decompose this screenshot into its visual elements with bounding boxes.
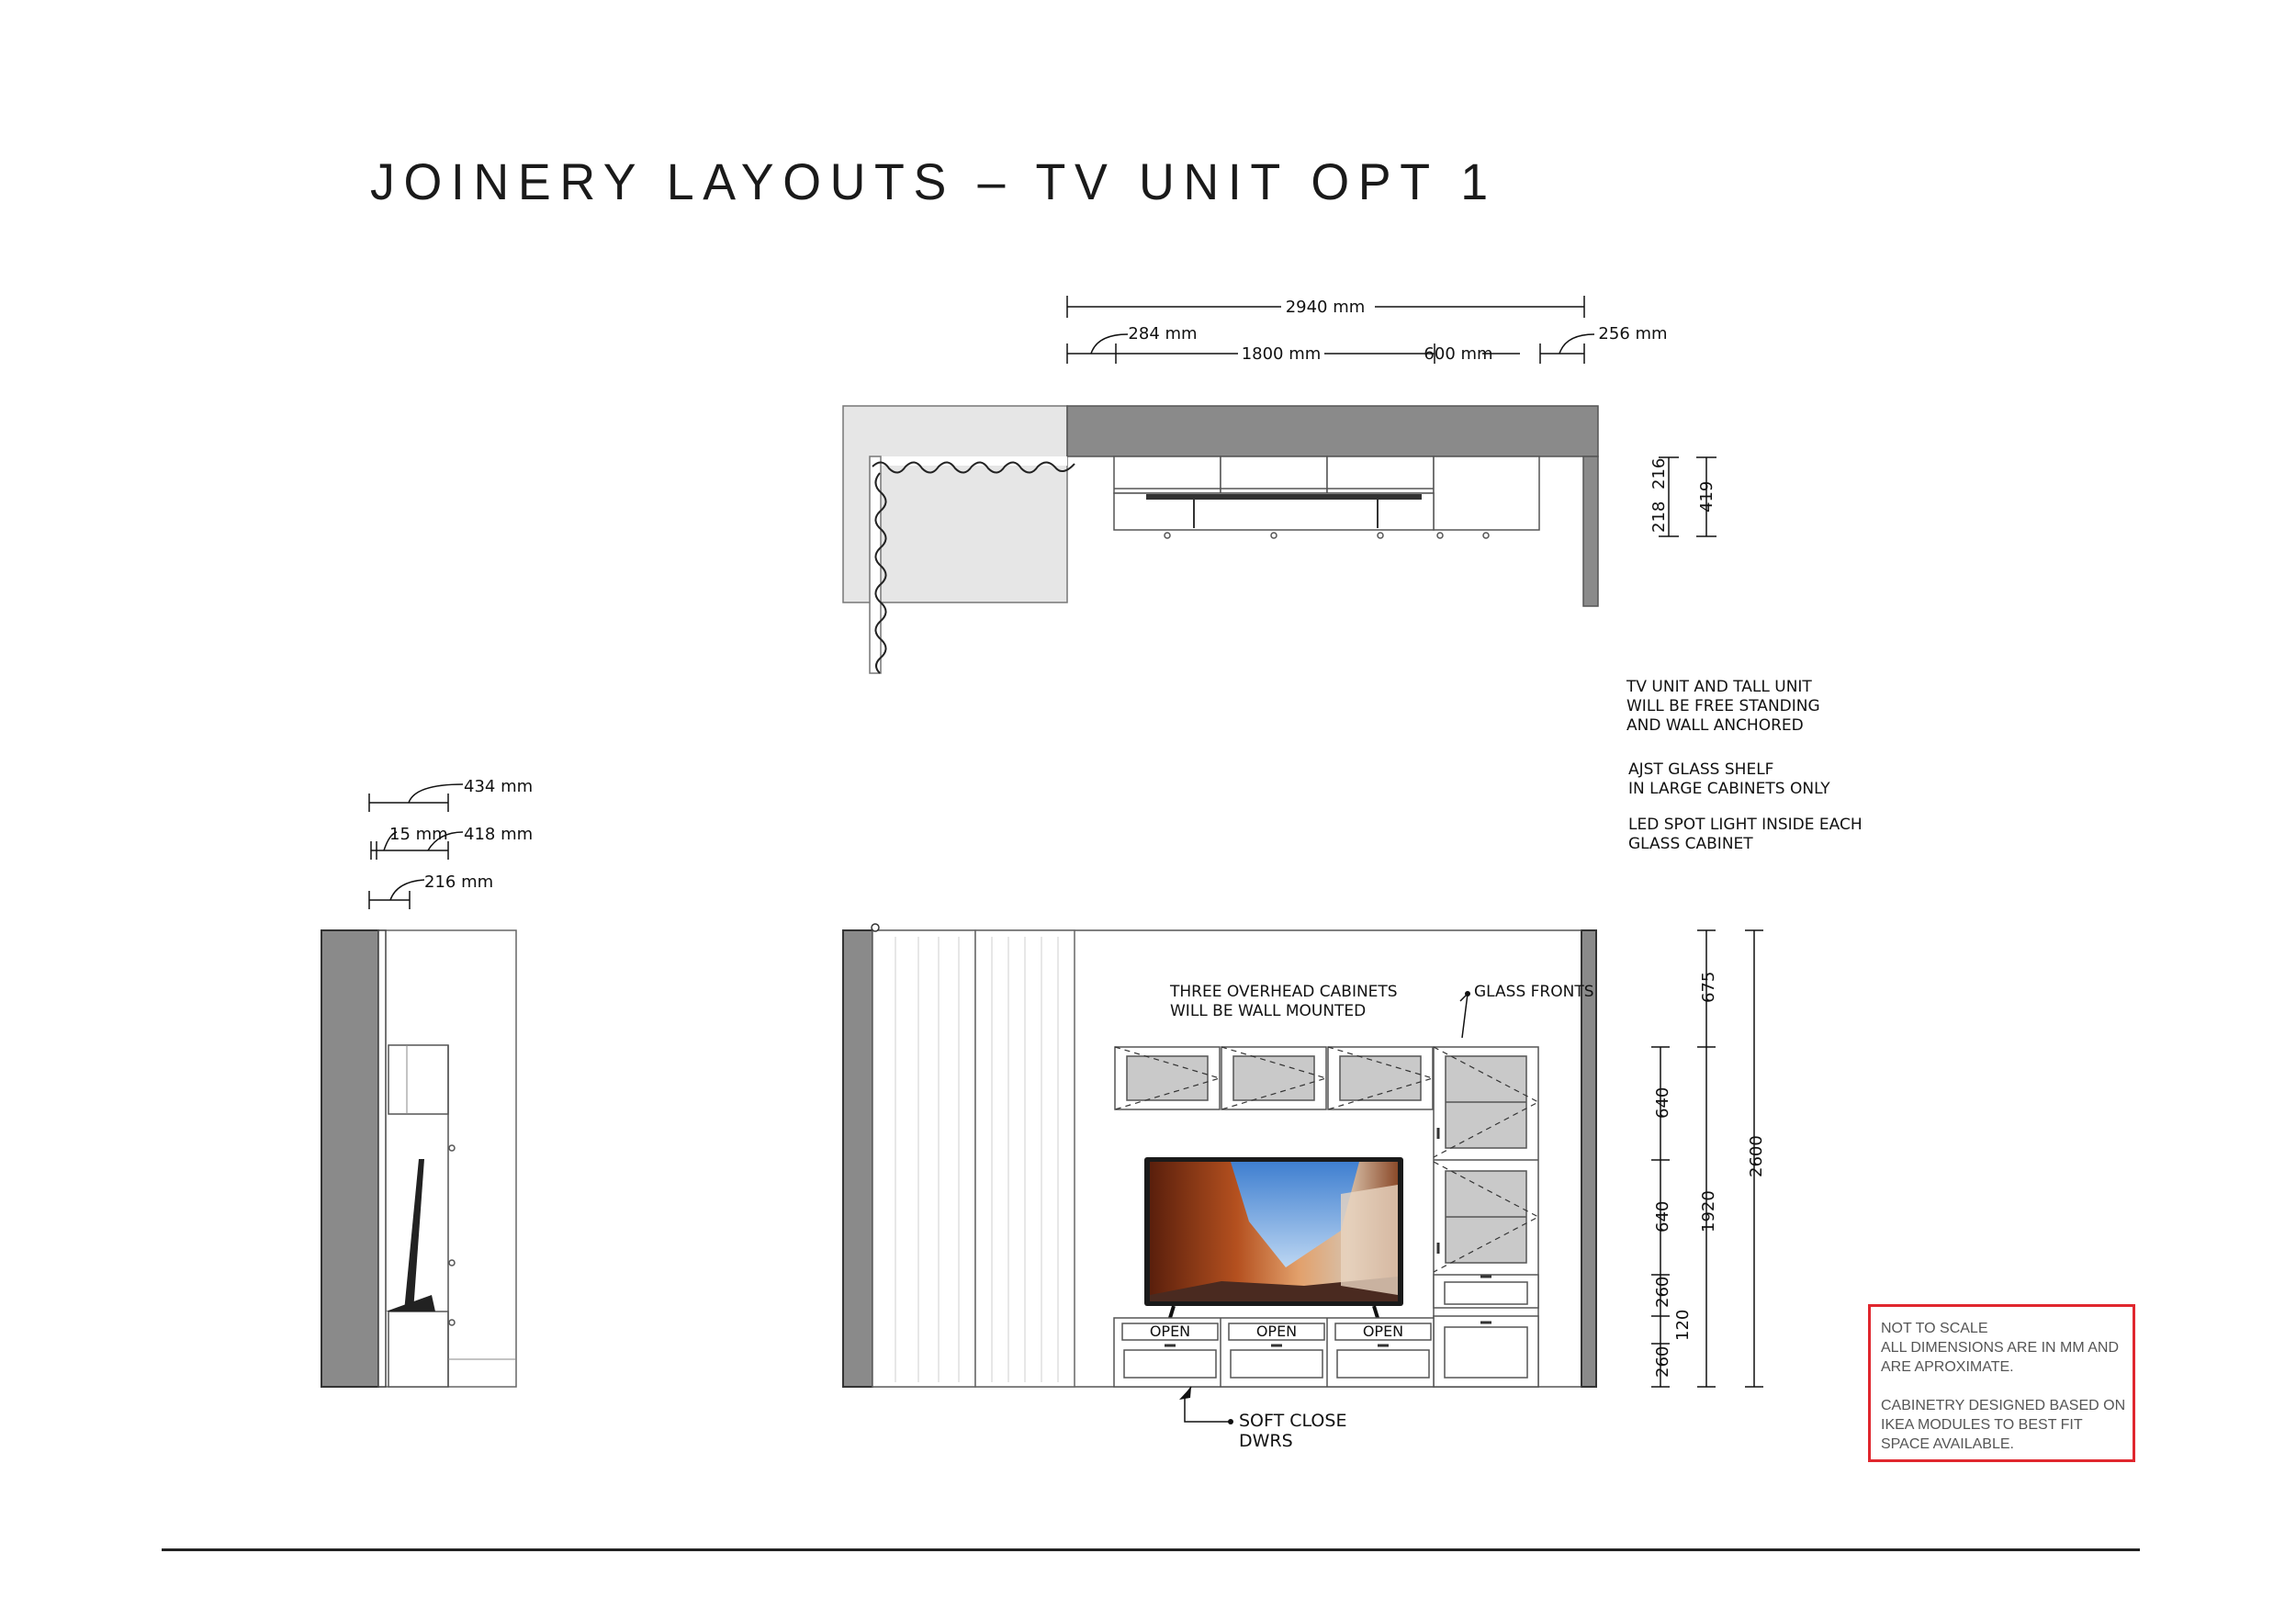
elev-dim-total: 2600 [1747,1135,1766,1177]
bottom-rule [162,1548,2140,1551]
dim-depth-b: 216 [1649,457,1669,490]
plan-cabinets [1114,456,1539,530]
elev-dim-drw2: 260 [1653,1345,1672,1378]
front-left-wall [843,930,872,1387]
disclaimer-text: NOT TO SCALE ALL DIMENSIONS ARE IN MM AND ARE APROXIMATE. CABINETRY DESIGNED BASED ON IKEA MODULES TO BEST FIT SPACE AVAILABLE. [1881,1321,2126,1452]
soft-close-leader [1185,1387,1231,1422]
side-dim-d4: 216 mm [424,872,494,892]
side-elevation [321,777,533,1387]
dim-tv-run: 1800 mm [1241,344,1322,364]
dim-depth-c: 419 [1697,480,1716,512]
side-dim-d1: 434 mm [464,777,534,796]
note-glass-shelf: AJST GLASS SHELF IN LARGE CABINETS ONLY [1628,760,1830,798]
drawer-1 [1124,1350,1216,1378]
page-title: JOINERY LAYOUTS – TV UNIT OPT 1 [370,152,1497,210]
side-wall [321,930,378,1387]
note-led-light: LED SPOT LIGHT INSIDE EACH GLASS CABINET [1628,816,1863,853]
elev-dim-upper2: 640 [1653,1200,1672,1233]
side-lower-cabinet [388,1311,448,1387]
plan-right-wall [1583,456,1598,606]
drawer-3 [1337,1350,1429,1378]
elev-dim-upper1: 640 [1653,1086,1672,1119]
soft-close-label: SOFT CLOSE DWRS [1239,1411,1347,1451]
dim-right-gap: 256 mm [1598,324,1668,343]
overhead-cabinets [1115,1047,1433,1109]
dim-left-gap: 284 mm [1128,324,1198,343]
plan-back-wall [1067,406,1598,456]
elev-dim-top: 675 [1699,971,1718,1003]
curtain-panel-left [872,930,975,1387]
side-dim-d3: 418 mm [464,825,534,844]
dim-depth-a: 218 [1649,501,1669,533]
dim-tall-unit: 600 mm [1424,344,1493,364]
open-label-3: OPEN [1362,1323,1404,1340]
elev-dim-plinth: 120 [1673,1309,1693,1341]
side-dim-d2: 15 mm [389,825,448,844]
side-upper-cabinet [388,1045,448,1114]
elev-dim-unit: 1920 [1699,1190,1718,1233]
plan-tv [1146,494,1422,500]
side-curtain [378,930,386,1387]
glass-fronts-label: GLASS FRONTS [1474,983,1594,1001]
plan-handles [1165,533,1489,538]
glass-fronts-leader [1462,994,1468,1038]
tall-unit [1434,1047,1538,1387]
overhead-label: THREE OVERHEAD CABINETS WILL BE WALL MOUNTED [1170,983,1398,1020]
elev-dim-drw1: 260 [1653,1276,1672,1308]
open-label-1: OPEN [1149,1323,1191,1340]
tv-screen [1144,1157,1403,1318]
open-label-2: OPEN [1255,1323,1298,1340]
note-free-standing: TV UNIT AND TALL UNIT WILL BE FREE STANDING AND WALL ANCHORED [1626,678,1820,735]
dim-overall: 2940 mm [1285,298,1366,317]
plan-view [843,296,1716,673]
drawer-2 [1231,1350,1322,1378]
